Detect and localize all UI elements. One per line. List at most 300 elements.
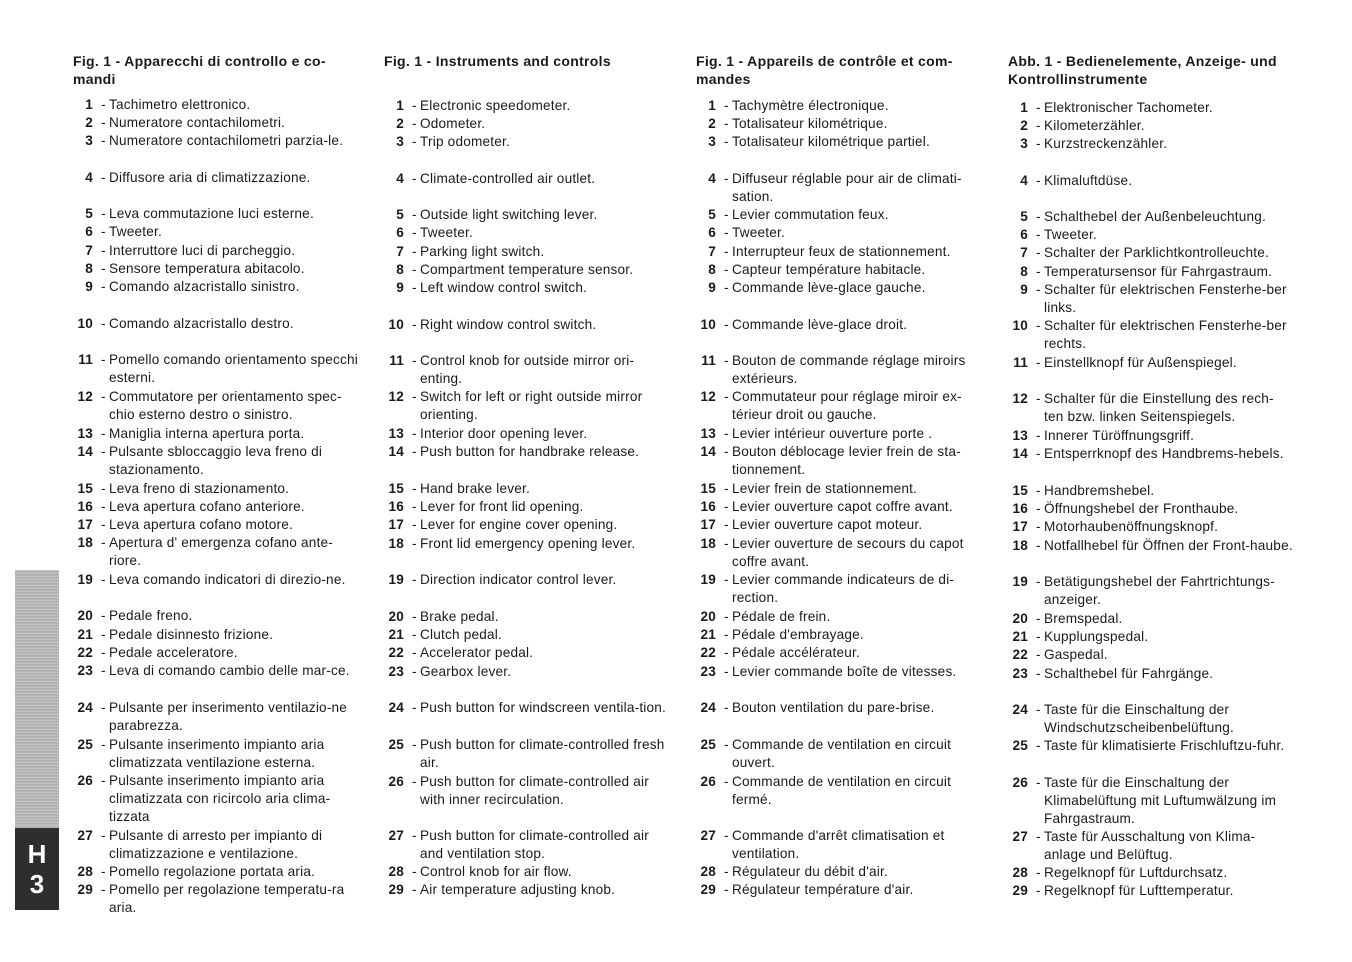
- item-separator: -: [720, 645, 729, 660]
- list-item: [1008, 244, 1293, 262]
- item-text: Bouton déblocage levier frein de sta-tionnement.: [732, 444, 961, 478]
- item-text: Schalthebel für Fahrgänge.: [1044, 666, 1214, 681]
- list-item: [384, 388, 669, 424]
- list-item: [73, 351, 358, 387]
- item-separator: -: [1032, 173, 1041, 188]
- item-number: 20: [77, 608, 93, 623]
- list-item: [384, 97, 669, 115]
- item-number: 1: [1020, 100, 1028, 115]
- item-separator: -: [720, 737, 729, 752]
- item-number: 17: [77, 517, 93, 532]
- list-item: [1008, 610, 1293, 628]
- item-separator: -: [720, 627, 729, 642]
- list-item: [73, 96, 358, 114]
- item-number: 13: [700, 426, 716, 441]
- item-separator: -: [97, 352, 106, 367]
- list-item: [696, 608, 981, 626]
- column-title: Fig. 1 - Appareils de contrôle et com-mandes: [696, 53, 953, 87]
- list-item: [696, 243, 981, 261]
- item-number: 1: [85, 97, 93, 112]
- list-item: [384, 644, 669, 662]
- item-number: 14: [77, 444, 93, 459]
- item-text: Leva di comando cambio delle mar-ce.: [109, 663, 350, 678]
- item-number: 7: [85, 243, 93, 258]
- list-item: [1008, 226, 1293, 244]
- item-number: 25: [388, 737, 404, 752]
- list-item: [384, 480, 669, 498]
- item-number: 22: [388, 645, 404, 660]
- item-text: Temperatursensor für Fahrgastraum.: [1044, 264, 1273, 279]
- item-separator: -: [408, 98, 417, 113]
- list-item: [73, 699, 358, 735]
- item-number: 1: [396, 98, 404, 113]
- item-text: Right window control switch.: [420, 317, 597, 332]
- item-separator: -: [97, 572, 106, 587]
- item-number: 20: [700, 609, 716, 624]
- item-number: 20: [1012, 611, 1028, 626]
- item-text: Levier intérieur ouverture porte .: [732, 426, 933, 441]
- item-text: Climate-controlled air outlet.: [420, 171, 596, 186]
- item-text: Commutateur pour réglage miroir ex-térieur droit ou gauche.: [732, 389, 962, 423]
- item-number: 2: [85, 115, 93, 130]
- list-item: [1008, 537, 1293, 555]
- item-text: Odometer.: [420, 116, 486, 131]
- list-item: [384, 773, 669, 809]
- item-separator: -: [1032, 501, 1041, 516]
- item-number: 21: [1012, 629, 1028, 644]
- column-french: [696, 52, 981, 897]
- item-number: 29: [1012, 883, 1028, 898]
- item-number: 24: [1012, 702, 1028, 717]
- item-number: 7: [708, 244, 716, 259]
- item-text: Schalter für elektrischen Fensterhe-ber rechts.: [1044, 318, 1287, 352]
- item-number: 8: [396, 262, 404, 277]
- list-item: [1008, 774, 1293, 829]
- list-item: [384, 736, 669, 772]
- item-number: 27: [700, 828, 716, 843]
- list-item: [696, 827, 981, 863]
- item-separator: -: [97, 316, 106, 331]
- item-text: Clutch pedal.: [420, 627, 502, 642]
- column-italian: [73, 52, 359, 916]
- item-separator: -: [408, 116, 417, 131]
- list-item: [384, 626, 669, 644]
- list-item: [696, 352, 981, 388]
- item-text: Levier ouverture capot moteur.: [732, 517, 923, 532]
- item-text: Taste für die Einschaltung der Windschutzscheibenbelüftung.: [1044, 702, 1234, 736]
- item-number: 7: [396, 244, 404, 259]
- list-item: [1008, 390, 1293, 426]
- list-item: [73, 881, 358, 917]
- item-separator: -: [408, 426, 417, 441]
- item-separator: -: [1032, 428, 1041, 443]
- item-number: 19: [1012, 574, 1028, 589]
- item-separator: -: [720, 609, 729, 624]
- item-text: Levier commutation feux.: [732, 207, 889, 222]
- item-separator: -: [1032, 865, 1041, 880]
- item-text: Innerer Türöffnungsgriff.: [1044, 428, 1195, 443]
- item-separator: -: [97, 517, 106, 532]
- item-separator: -: [720, 225, 729, 240]
- list-item: [1008, 99, 1293, 117]
- item-text: Tachimetro elettronico.: [109, 97, 251, 112]
- item-text: Handbremshebel.: [1044, 483, 1155, 498]
- item-number: 8: [1020, 264, 1028, 279]
- item-text: Betätigungshebel der Fahrtrichtungs-anzeiger.: [1044, 574, 1275, 608]
- list-item: [384, 243, 669, 261]
- item-text: Elektronischer Tachometer.: [1044, 100, 1213, 115]
- item-text: Interrupteur feux de stationnement.: [732, 244, 951, 259]
- item-text: Pédale accélérateur.: [732, 645, 860, 660]
- item-text: Interruttore luci di parcheggio.: [109, 243, 296, 258]
- item-number: 12: [77, 389, 93, 404]
- item-separator: -: [1032, 829, 1041, 844]
- item-separator: -: [97, 645, 106, 660]
- item-number: 4: [708, 171, 716, 186]
- item-text: Air temperature adjusting knob.: [420, 882, 616, 897]
- list-item: [1008, 135, 1293, 153]
- item-separator: -: [408, 572, 417, 587]
- item-number: 27: [388, 828, 404, 843]
- item-separator: -: [1032, 264, 1041, 279]
- item-number: 13: [388, 426, 404, 441]
- list-item: [696, 115, 981, 133]
- item-text: Levier ouverture capot coffre avant.: [732, 499, 953, 514]
- item-number: 16: [1012, 501, 1028, 516]
- item-text: Kupplungspedal.: [1044, 629, 1149, 644]
- item-separator: -: [97, 243, 106, 258]
- item-number: 27: [77, 828, 93, 843]
- list-item: [696, 316, 981, 334]
- list-item: [384, 352, 669, 388]
- item-text: Levier commande indicateurs de di-rection.: [732, 572, 955, 606]
- list-item: [73, 863, 358, 881]
- item-text: Commande lève-glace gauche.: [732, 280, 926, 295]
- item-separator: -: [1032, 136, 1041, 151]
- list-item: [696, 736, 981, 772]
- item-number: 17: [1012, 519, 1028, 534]
- item-text: Maniglia interna apertura porta.: [109, 426, 305, 441]
- list-item: [696, 425, 981, 443]
- item-separator: -: [720, 864, 729, 879]
- item-text: Accelerator pedal.: [420, 645, 534, 660]
- section-tab-number: 3: [29, 869, 45, 899]
- item-number: 9: [708, 280, 716, 295]
- item-text: Tweeter.: [732, 225, 785, 240]
- item-number: 2: [396, 116, 404, 131]
- item-number: 28: [1012, 865, 1028, 880]
- item-separator: -: [1032, 391, 1041, 406]
- item-text: Control knob for outside mirror ori-enting.: [420, 353, 635, 387]
- item-number: 9: [85, 279, 93, 294]
- list-item: [1008, 172, 1293, 190]
- item-number: 12: [1012, 391, 1028, 406]
- item-number: 12: [700, 389, 716, 404]
- item-separator: -: [1032, 775, 1041, 790]
- item-number: 17: [700, 517, 716, 532]
- item-separator: -: [1032, 209, 1041, 224]
- list-item: [696, 480, 981, 498]
- item-separator: -: [408, 645, 417, 660]
- item-text: Bouton de commande réglage miroirs extérieurs.: [732, 353, 966, 387]
- item-separator: -: [97, 279, 106, 294]
- item-number: 5: [396, 207, 404, 222]
- item-text: Levier ouverture de secours du capot coffre avant.: [732, 536, 964, 570]
- item-separator: -: [720, 134, 729, 149]
- list-item: [1008, 208, 1293, 226]
- list-item: [73, 260, 358, 278]
- section-tab: [15, 828, 59, 910]
- item-separator: -: [408, 882, 417, 897]
- list-item: [1008, 737, 1293, 755]
- list-item: [73, 205, 358, 223]
- item-separator: -: [720, 481, 729, 496]
- item-separator: -: [408, 389, 417, 404]
- item-separator: -: [1032, 483, 1041, 498]
- item-number: 11: [701, 353, 716, 368]
- item-separator: -: [720, 499, 729, 514]
- item-number: 13: [77, 426, 93, 441]
- item-text: Parking light switch.: [420, 244, 545, 259]
- item-number: 29: [700, 882, 716, 897]
- list-item: [696, 626, 981, 644]
- item-separator: -: [408, 499, 417, 514]
- item-separator: -: [720, 828, 729, 843]
- item-separator: -: [408, 864, 417, 879]
- item-separator: -: [408, 517, 417, 532]
- item-separator: -: [97, 115, 106, 130]
- list-item: [73, 242, 358, 260]
- item-separator: -: [1032, 118, 1041, 133]
- item-number: 10: [700, 317, 716, 332]
- item-number: 23: [700, 664, 716, 679]
- list-item: [1008, 354, 1293, 372]
- item-number: 3: [708, 134, 716, 149]
- item-text: Push button for windscreen ventila-tion.: [420, 700, 667, 715]
- item-text: Interior door opening lever.: [420, 426, 588, 441]
- item-separator: -: [1032, 574, 1041, 589]
- item-number: 20: [388, 609, 404, 624]
- item-separator: -: [408, 244, 417, 259]
- item-separator: -: [1032, 282, 1041, 297]
- item-separator: -: [1032, 318, 1041, 333]
- item-separator: -: [408, 280, 417, 295]
- item-separator: -: [720, 353, 729, 368]
- item-text: Commande d'arrêt climatisation et ventilation.: [732, 828, 945, 862]
- item-text: Comando alzacristallo destro.: [109, 316, 294, 331]
- item-separator: -: [408, 134, 417, 149]
- item-text: Outside light switching lever.: [420, 207, 598, 222]
- item-text: Bouton ventilation du pare-brise.: [732, 700, 935, 715]
- list-item: [696, 773, 981, 809]
- item-separator: -: [720, 389, 729, 404]
- list-item: [384, 881, 669, 899]
- item-number: 16: [700, 499, 716, 514]
- list-item: [696, 224, 981, 242]
- item-separator: -: [97, 224, 106, 239]
- item-separator: -: [97, 737, 106, 752]
- list-item: [384, 206, 669, 224]
- item-number: 14: [388, 444, 404, 459]
- list-item: [696, 498, 981, 516]
- item-number: 28: [77, 864, 93, 879]
- item-separator: -: [720, 572, 729, 587]
- item-text: Hand brake lever.: [420, 481, 530, 496]
- item-text: Comando alzacristallo sinistro.: [109, 279, 300, 294]
- item-text: Pulsante sbloccaggio leva freno di stazionamento.: [109, 444, 323, 478]
- item-separator: -: [720, 426, 729, 441]
- item-number: 21: [388, 627, 404, 642]
- item-number: 29: [388, 882, 404, 897]
- item-number: 4: [1020, 173, 1028, 188]
- list-item: [73, 498, 358, 516]
- item-number: 15: [700, 481, 716, 496]
- list-item: [73, 169, 358, 187]
- item-text: Bremspedal.: [1044, 611, 1123, 626]
- item-separator: -: [97, 389, 106, 404]
- list-item: [73, 516, 358, 534]
- list-item: [73, 443, 358, 479]
- item-text: Tweeter.: [1044, 227, 1097, 242]
- item-separator: -: [97, 828, 106, 843]
- item-text: Klimaluftdüse.: [1044, 173, 1133, 188]
- item-number: 5: [1020, 209, 1028, 224]
- list-item: [696, 170, 981, 206]
- item-text: Schalter für die Einstellung des rech-ten bzw. linken Seitenspiegels.: [1044, 391, 1274, 425]
- list-item: [1008, 117, 1293, 135]
- list-item: [696, 443, 981, 479]
- list-item: [696, 388, 981, 424]
- item-text: Switch for left or right outside mirror orienting.: [420, 389, 643, 423]
- list-item: [384, 224, 669, 242]
- item-text: Pédale de frein.: [732, 609, 831, 624]
- item-text: Leva comando indicatori di direzio-ne.: [109, 572, 346, 587]
- item-number: 19: [77, 572, 93, 587]
- list-item: [1008, 573, 1293, 609]
- item-number: 28: [388, 864, 404, 879]
- item-number: 22: [77, 645, 93, 660]
- item-separator: -: [97, 97, 106, 112]
- item-text: Control knob for air flow.: [420, 864, 572, 879]
- item-separator: -: [408, 481, 417, 496]
- item-text: Regelknopf für Lufttemperatur.: [1044, 883, 1234, 898]
- item-text: Gaspedal.: [1044, 647, 1108, 662]
- item-separator: -: [408, 737, 417, 752]
- item-text: Régulateur du débit d'air.: [732, 864, 888, 879]
- list-item: [1008, 500, 1293, 518]
- list-item: [1008, 864, 1293, 882]
- item-text: Taste für klimatisierte Frischluftzu-fuhr.: [1044, 738, 1285, 753]
- list-item: [73, 315, 358, 333]
- item-text: Pedale disinnesto frizione.: [109, 627, 274, 642]
- list-item: [384, 261, 669, 279]
- list-item: [73, 534, 358, 570]
- list-item: [384, 170, 669, 188]
- item-separator: -: [97, 663, 106, 678]
- list-item: [696, 699, 981, 717]
- list-item: [384, 115, 669, 133]
- list-item: [696, 535, 981, 571]
- item-text: Commande de ventilation en circuit fermé.: [732, 774, 952, 808]
- item-text: Left window control switch.: [420, 280, 588, 295]
- item-number: 26: [1012, 775, 1028, 790]
- item-separator: -: [408, 262, 417, 277]
- item-number: 21: [77, 627, 93, 642]
- item-number: 5: [708, 207, 716, 222]
- item-separator: -: [97, 864, 106, 879]
- item-number: 11: [389, 353, 404, 368]
- list-item: [696, 206, 981, 224]
- item-text: Tachymètre électronique.: [732, 98, 889, 113]
- list-item: [696, 571, 981, 607]
- item-number: 18: [1012, 538, 1028, 553]
- item-separator: -: [720, 262, 729, 277]
- item-separator: -: [97, 206, 106, 221]
- item-separator: -: [1032, 355, 1041, 370]
- item-separator: -: [408, 171, 417, 186]
- item-text: Leva commutazione luci esterne.: [109, 206, 314, 221]
- list-item: [384, 425, 669, 443]
- item-text: Pedale freno.: [109, 608, 193, 623]
- list-item: [696, 663, 981, 681]
- item-text: Pomello comando orientamento specchi esterni.: [109, 352, 359, 386]
- item-number: 23: [388, 664, 404, 679]
- item-separator: -: [97, 261, 106, 276]
- item-number: 3: [1020, 136, 1028, 151]
- list-item: [696, 644, 981, 662]
- item-separator: -: [97, 535, 106, 550]
- item-separator: -: [97, 481, 106, 496]
- item-number: 11: [78, 352, 93, 367]
- list-item: [73, 278, 358, 296]
- list-item: [73, 114, 358, 132]
- item-separator: -: [1032, 702, 1041, 717]
- item-separator: -: [720, 98, 729, 113]
- item-text: Régulateur température d'air.: [732, 882, 914, 897]
- item-separator: -: [1032, 738, 1041, 753]
- item-text: Kilometerzähler.: [1044, 118, 1145, 133]
- item-separator: -: [97, 426, 106, 441]
- item-separator: -: [408, 353, 417, 368]
- list-item: [73, 425, 358, 443]
- item-text: Capteur température habitacle.: [732, 262, 926, 277]
- item-separator: -: [1032, 666, 1041, 681]
- item-separator: -: [1032, 519, 1041, 534]
- item-separator: -: [97, 773, 106, 788]
- item-number: 18: [77, 535, 93, 550]
- item-separator: -: [97, 700, 106, 715]
- list-item: [73, 571, 358, 589]
- item-text: Levier commande boîte de vitesses.: [732, 664, 957, 679]
- list-item: [73, 388, 358, 424]
- item-text: Pulsante inserimento impianto aria climatizzata con ricircolo aria clima-tizzata: [109, 773, 331, 825]
- list-item: [73, 607, 358, 625]
- item-text: Commutatore per orientamento spec-chio esterno destro o sinistro.: [109, 389, 342, 423]
- item-separator: -: [720, 536, 729, 551]
- list-item: [384, 516, 669, 534]
- item-text: Lever for engine cover opening.: [420, 517, 618, 532]
- list-item: [1008, 882, 1293, 900]
- item-text: Pulsante di arresto per impianto di climatizzazione e ventilazione.: [109, 828, 323, 862]
- item-separator: -: [1032, 647, 1041, 662]
- item-text: Leva apertura cofano motore.: [109, 517, 293, 532]
- list-item: [1008, 317, 1293, 353]
- item-separator: -: [720, 517, 729, 532]
- item-text: Apertura d' emergenza cofano ante-riore.: [109, 535, 334, 569]
- item-number: 10: [388, 317, 404, 332]
- item-number: 12: [388, 389, 404, 404]
- list-item: [696, 516, 981, 534]
